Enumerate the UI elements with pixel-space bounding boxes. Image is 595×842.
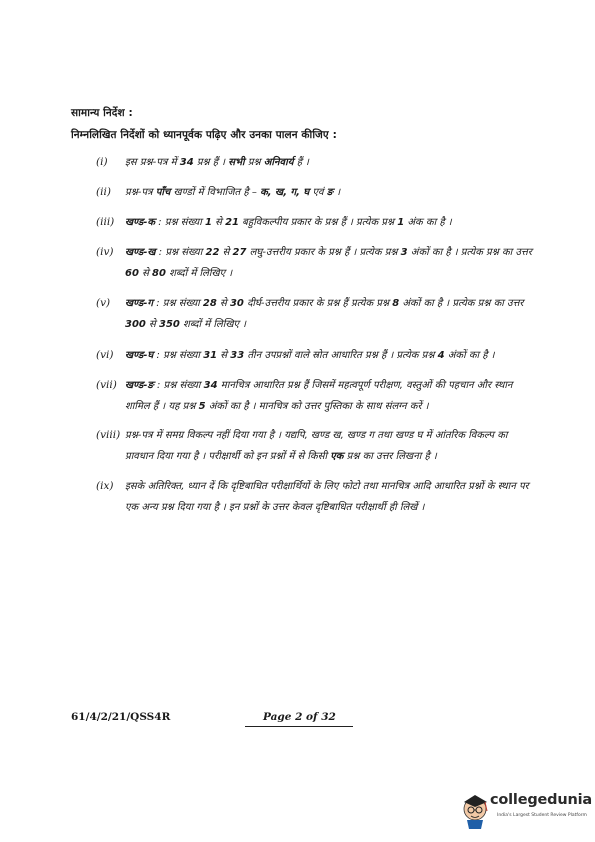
plain-text: इसके अतिरिक्त, ध्यान दें कि दृष्टिबाधित परीक्षार्थियों के लिए फोटो तथा मानचित्र आदि आधारित प्रश्नों के स्थान पर एक अन्य प्रश्न दिया गया है । इन प्रश्नों के उत्तर केवल दृष्टिबाधित परीक्षार्थी ही लिखें । [125, 481, 529, 513]
emphasis-text: अनिवार्य [263, 157, 294, 168]
plain-text: से [216, 298, 230, 309]
instruction-list [96, 152, 536, 518]
instruction-text [125, 152, 536, 173]
instructions-subheading: निम्नलिखित निर्देशों को ध्यानपूर्वक पढ़िए और उनका पालन कीजिए : [71, 129, 337, 141]
emphasis-text: 30 [229, 298, 244, 309]
plain-text: प्रश्न [244, 157, 264, 168]
emphasis-text: 3 [400, 247, 408, 258]
plain-text: दीर्घ-उत्तरीय प्रकार के प्रश्न हैं प्रत्येक प्रश्न [243, 298, 393, 309]
emphasis-text: 350 [159, 319, 180, 330]
emphasis-text: 34 [203, 380, 218, 391]
emphasis-text: 33 [230, 350, 245, 361]
mascot-icon [464, 795, 487, 829]
plain-text: : प्रश्न संख्या [153, 350, 204, 361]
plain-text: एवं [309, 187, 327, 198]
instruction-number: (vii) [96, 379, 117, 391]
instruction-number: (ii) [96, 186, 111, 198]
emphasis-text: 1 [204, 217, 212, 228]
emphasis-text: 60 [125, 268, 139, 279]
instruction-item [96, 182, 536, 203]
emphasis-text: 28 [202, 298, 217, 309]
instruction-number: (i) [96, 156, 108, 168]
plain-text: अंकों का है । मानचित्र को उत्तर पुस्तिका के साथ संलग्न करें । [205, 401, 429, 412]
plain-text: : प्रश्न संख्या [153, 298, 203, 309]
page-number-underline [245, 726, 353, 727]
emphasis-text: पाँच [155, 187, 171, 198]
instruction-number: (v) [96, 297, 111, 309]
plain-text: खण्डों में विभाजित है – [170, 187, 261, 198]
plain-text: तीन उपप्रश्नों वाले स्रोत आधारित प्रश्न हैं । प्रत्येक प्रश्न [244, 350, 438, 361]
logo-brand: collegedunia [490, 792, 592, 808]
page-number: Page 2 of 32 [263, 711, 336, 723]
plain-text: : प्रश्न संख्या [155, 247, 206, 258]
emphasis-text: 80 [152, 268, 166, 279]
plain-text: प्रश्न का उत्तर लिखना है । [343, 451, 437, 462]
logo-tagline: India's Largest Student Review Platform [497, 813, 587, 818]
emphasis-text: खण्ड-क [125, 217, 156, 228]
instruction-item [96, 425, 536, 467]
instruction-number: (iii) [96, 216, 115, 228]
emphasis-text: 27 [232, 247, 247, 258]
instruction-text [125, 425, 536, 467]
plain-text: प्रश्न-पत्र में समग्र विकल्प नहीं दिया गया है । यद्यपि, खण्ड ख, खण्ड ग तथा खण्ड घ में आंतरिक विकल्प का प्रावधान दिया गया है । परीक्षार्थी को इन प्रश्नों में से किसी [125, 430, 508, 462]
emphasis-text: खण्ड-ख [125, 247, 156, 258]
plain-text: से [145, 319, 159, 330]
emphasis-text: क, ख, ग, घ [260, 187, 310, 198]
instruction-item [96, 212, 536, 233]
emphasis-text: 5 [198, 401, 206, 412]
instruction-item [96, 375, 536, 417]
plain-text: हैं । [293, 157, 309, 168]
emphasis-text: 21 [225, 217, 239, 228]
instruction-item [96, 345, 536, 366]
plain-text: से [219, 247, 233, 258]
plain-text: से [217, 350, 231, 361]
emphasis-text: खण्ड-ङ [125, 380, 154, 391]
instruction-item [96, 152, 536, 173]
instruction-text [125, 375, 536, 417]
instruction-item [96, 476, 536, 518]
plain-text: बहुविकल्पीय प्रकार के प्रश्न हैं । प्रत्येक प्रश्न [239, 217, 398, 228]
emphasis-text: 34 [179, 157, 194, 168]
emphasis-text: 1 [397, 217, 405, 228]
instruction-number: (vi) [96, 349, 114, 361]
plain-text: अंकों का है । प्रत्येक प्रश्न का उत्तर [407, 247, 532, 258]
plain-text: : प्रश्न संख्या [155, 217, 205, 228]
emphasis-text: 300 [125, 319, 146, 330]
plain-text: । [333, 187, 341, 198]
plain-text: शब्दों में लिखिए । [179, 319, 247, 330]
emphasis-text: ङ [326, 187, 334, 198]
instruction-text [125, 476, 536, 518]
emphasis-text: 31 [203, 350, 218, 361]
plain-text: प्रश्न-पत्र [125, 187, 156, 198]
emphasis-text: एक [330, 451, 344, 462]
emphasis-text: 8 [392, 298, 400, 309]
instruction-number: (ix) [96, 480, 114, 492]
plain-text: प्रश्न हैं । [193, 157, 229, 168]
plain-text: मानचित्र आधारित प्रश्न हैं जिसमें महत्वपूर्ण परीक्षण, वस्तुओं की पहचान और स्थान शामिल हैं । यह प्रश्न [125, 380, 513, 412]
emphasis-text: 22 [205, 247, 220, 258]
instruction-text [125, 345, 536, 366]
plain-text: अंक का है । [404, 217, 452, 228]
emphasis-text: खण्ड-घ [125, 350, 154, 361]
plain-text: लघु-उत्तरीय प्रकार के प्रश्न हैं । प्रत्येक प्रश्न [246, 247, 401, 258]
instruction-number: (iv) [96, 246, 114, 258]
emphasis-text: सभी [228, 157, 245, 168]
instruction-item [96, 242, 536, 284]
instruction-item [96, 293, 536, 335]
plain-text: से [211, 217, 226, 228]
plain-text: अंकों का है । [444, 350, 495, 361]
emphasis-text: खण्ड-ग [125, 298, 154, 309]
plain-text: इस प्रश्न-पत्र में [125, 157, 180, 168]
plain-text: शब्दों में लिखिए । [165, 268, 233, 279]
instruction-text [125, 182, 536, 203]
paper-code: 61/4/2/21/QSS4R [71, 711, 171, 723]
emphasis-text: 4 [437, 350, 445, 361]
instruction-number: (viii) [96, 429, 121, 441]
plain-text: : प्रश्न संख्या [153, 380, 204, 391]
plain-text: अंकों का है । प्रत्येक प्रश्न का उत्तर [399, 298, 524, 309]
plain-text: से [138, 268, 153, 279]
instruction-text [125, 293, 536, 335]
instruction-text [125, 242, 536, 284]
instructions-heading: सामान्य निर्देश : [71, 107, 133, 119]
instruction-text [125, 212, 536, 233]
